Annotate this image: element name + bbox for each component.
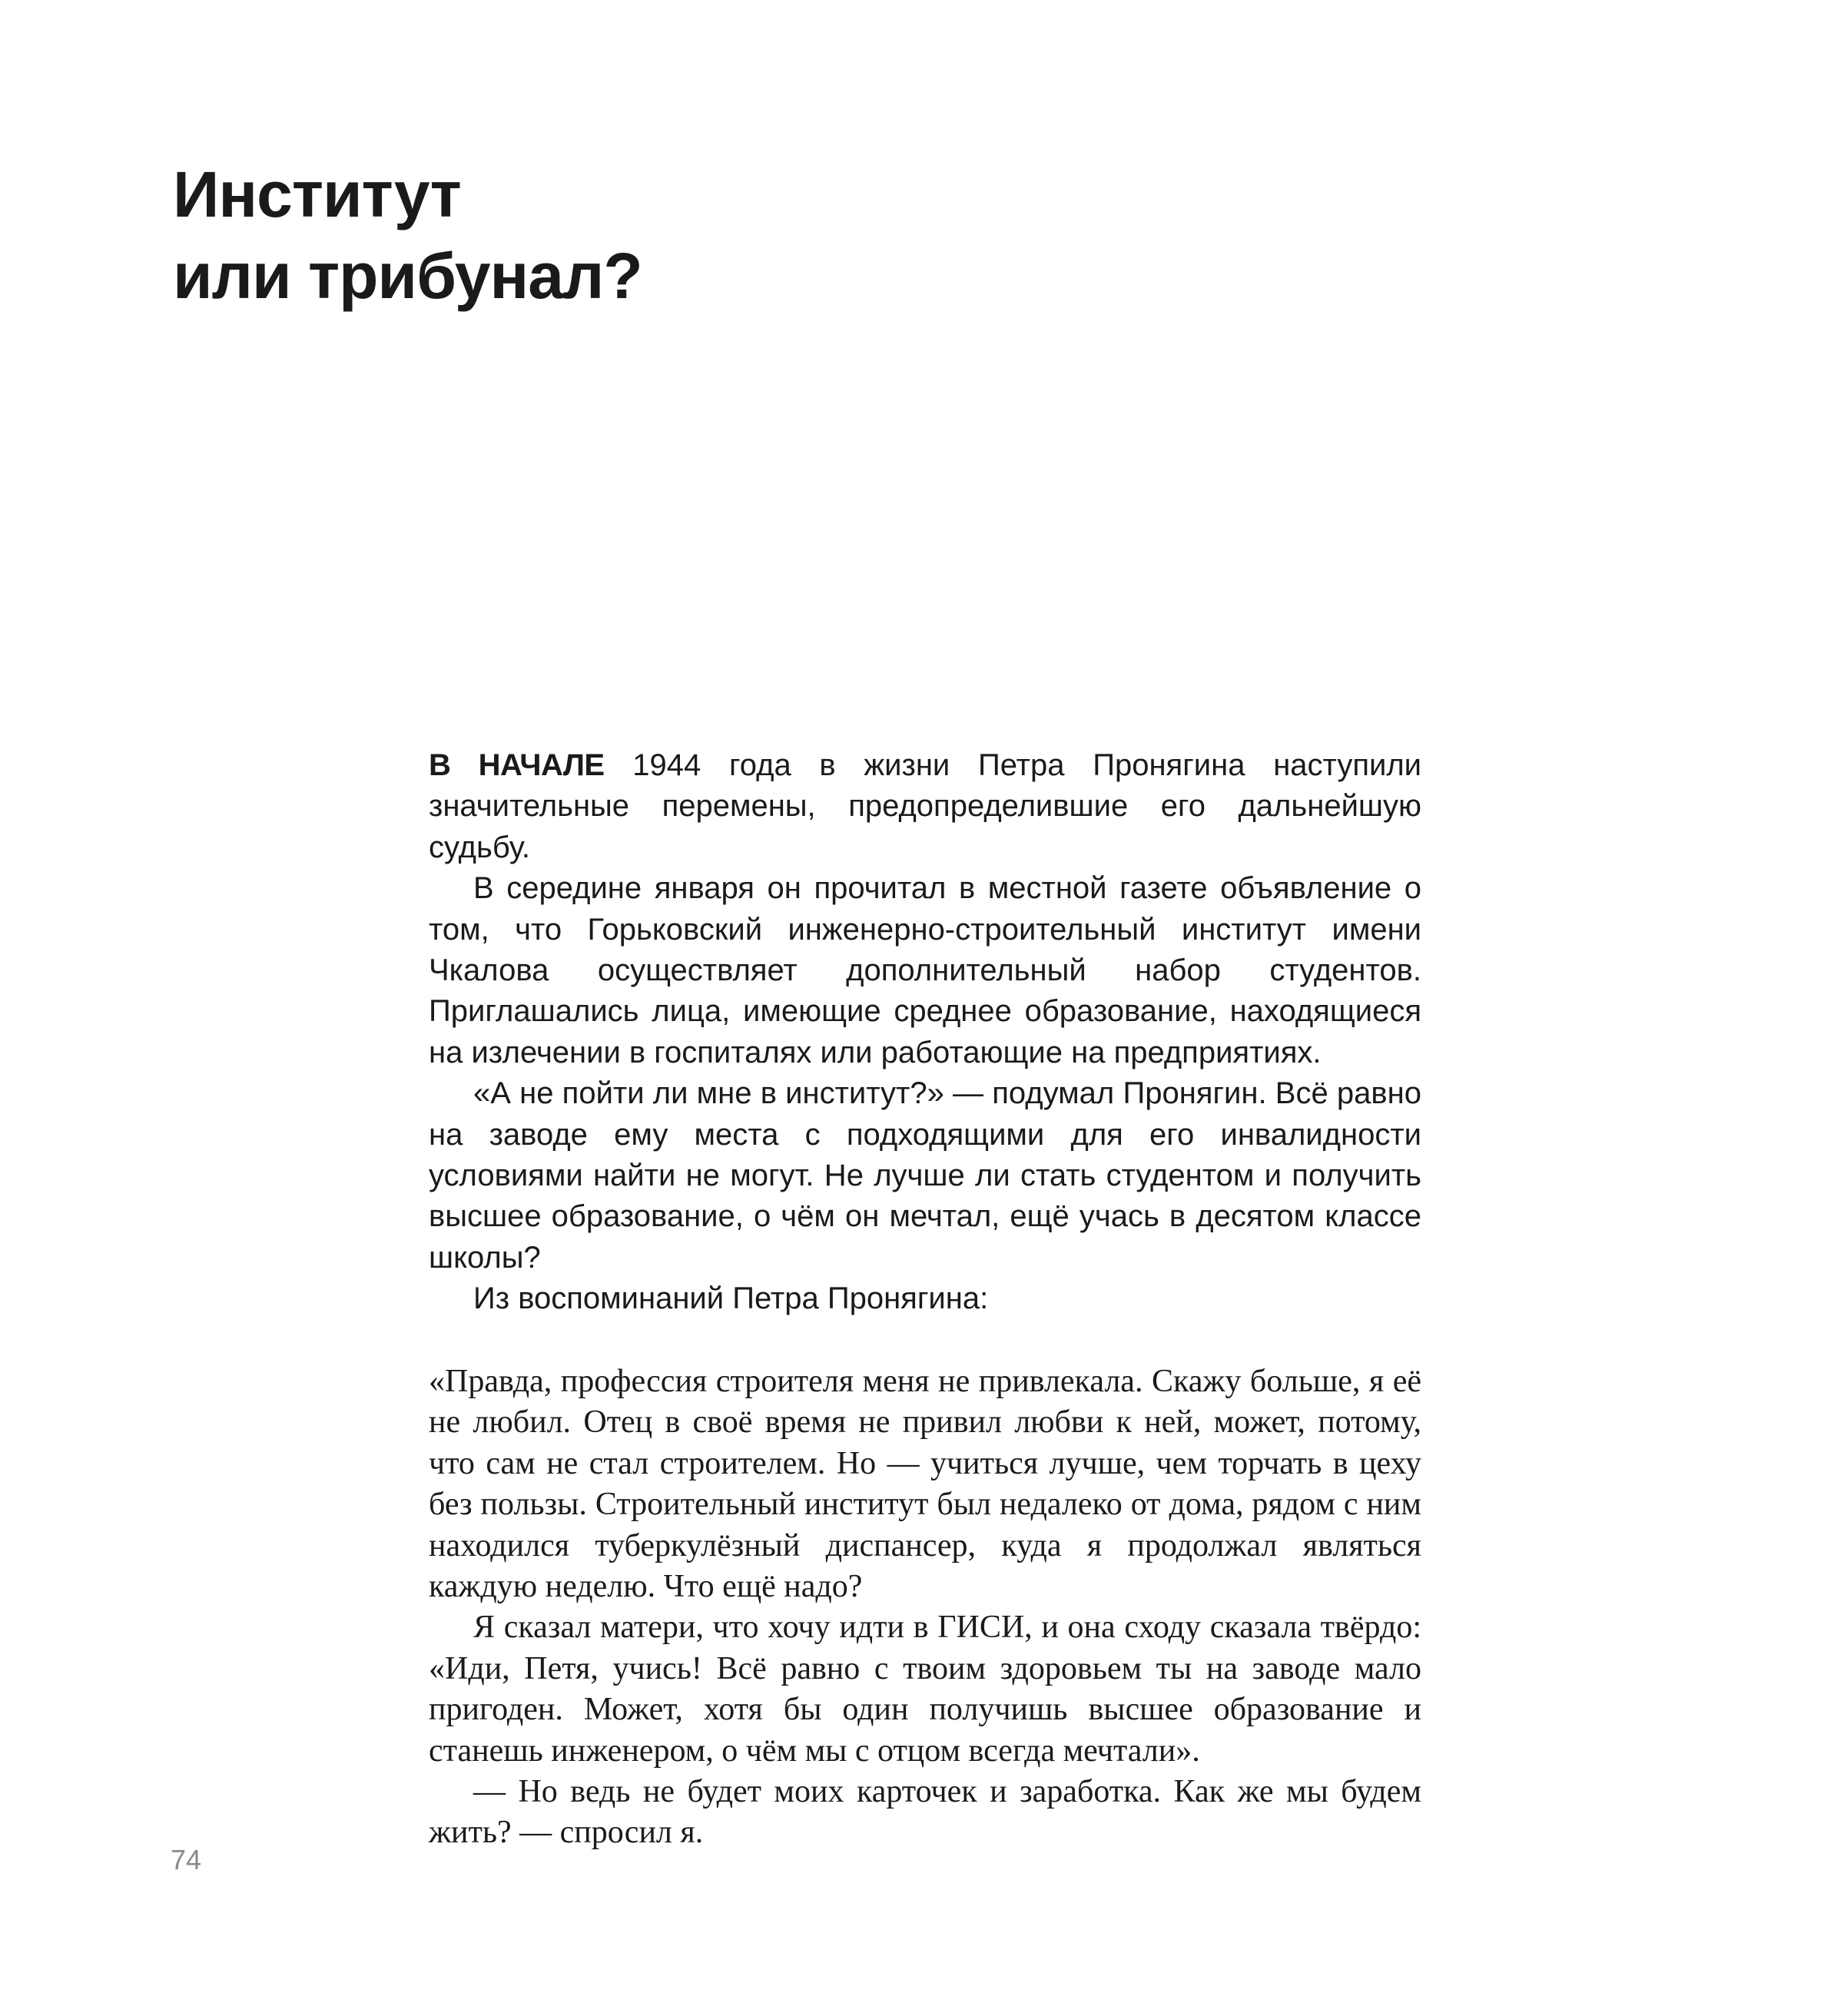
chapter-title-line-1: Институт (173, 158, 461, 230)
memoir-paragraph-3: — Но ведь не будет моих карточек и заработка. Как же мы будем жить? — спросил я. (429, 1774, 1421, 1851)
page-number: 74 (171, 1844, 202, 1875)
narrative-paragraph-3: «А не пойти ли мне в институт?» — подумал Пронягин. Всё равно на заводе ему места с подходящими для его инвалидности условиями найти не могут. Не лучше ли стать студентом и получить высшее образование, о чём он мечтал, ещё учась в десятом классе школы? (429, 1076, 1421, 1275)
narrative-paragraph-1 (429, 745, 1421, 868)
chapter-title-line-2: или трибунал? (173, 240, 642, 312)
narrative-text (429, 745, 1421, 1320)
chapter-title (173, 154, 642, 317)
narrative-paragraph-2: В середине января он прочитал в местной газете объявление о том, что Горьковский инженерно-строительный институт имени Чкалова осуществляет дополнительный набор студентов. Приглашались лица, имеющие среднее образование, находящиеся на излечении в госпиталях или работающие на предприятиях. (429, 871, 1421, 1069)
memoir-paragraph-2: Я сказал матери, что хочу идти в ГИСИ, и она сходу сказала твёрдо: «Иди, Петя, учись! Всё равно с твоим здоровьем ты на заводе мало пригоден. Может, хотя бы один получишь высшее образование и станешь инженером, о чём мы с отцом всегда мечтали». (429, 1610, 1421, 1769)
lead-in-caps: В НАЧАЛЕ (429, 748, 605, 782)
narrative-paragraph-1-text: 1944 года в жизни Петра Пронягина наступили значительные перемены, предопределившие его дальнейшую судьбу. (429, 748, 1421, 864)
memoir-quote (429, 1361, 1421, 1854)
memoir-paragraph-1: «Правда, профессия строителя меня не привлекала. Скажу больше, я её не любил. Отец в своё время не привил любви к ней, может, потому, что сам не стал строителем. Но — учиться лучше, чем торчать в цеху без пользы. Строительный институт был недалеко от дома, рядом с ним находился туберкулёзный диспансер, куда я продолжал являться каждую неделю. Что ещё надо? (429, 1364, 1421, 1605)
narrative-paragraph-4: Из воспоминаний Петра Пронягина: (473, 1282, 989, 1316)
